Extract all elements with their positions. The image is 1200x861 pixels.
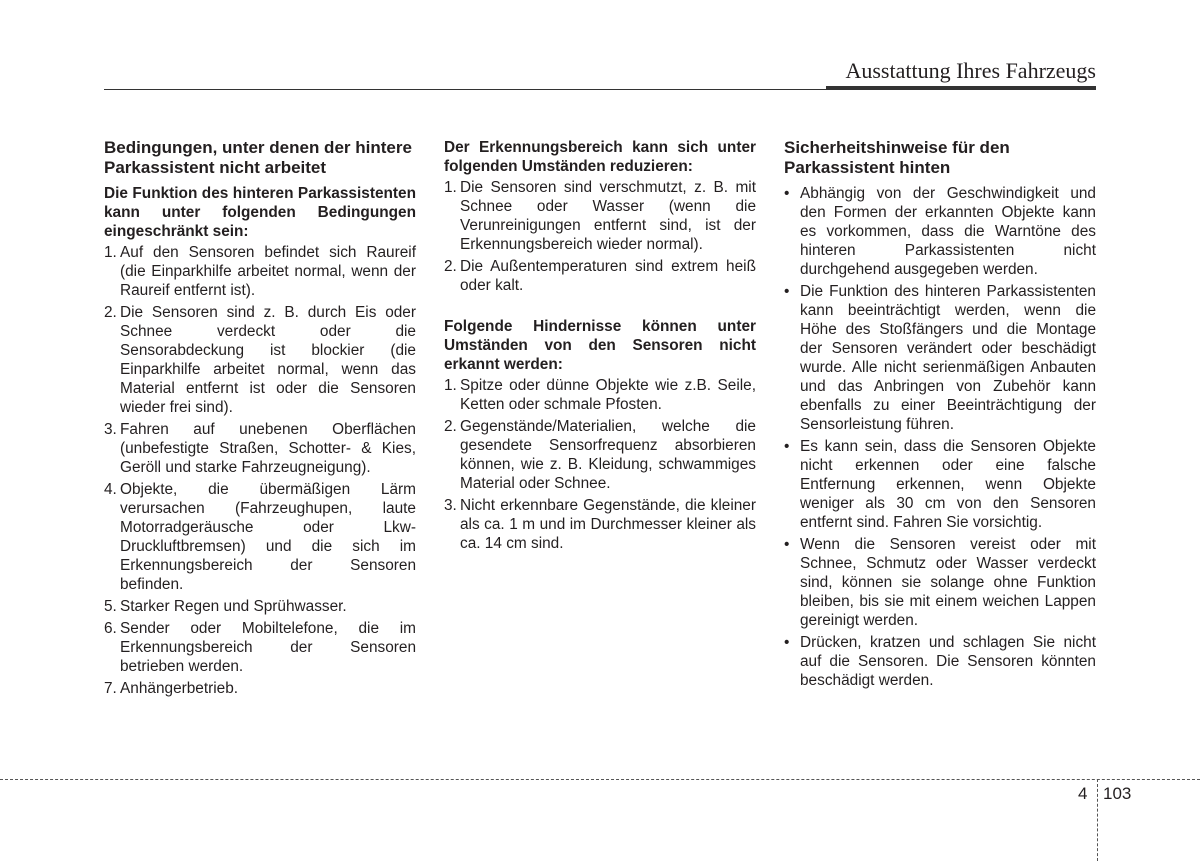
safety-notes-list	[784, 184, 1096, 690]
item-text: Spitze oder dünne Objekte wie z.B. Seile, Ketten oder schmale Pfosten.	[460, 377, 756, 413]
list-item	[444, 417, 756, 493]
item-number: 3.	[104, 421, 117, 438]
item-number: 7.	[104, 680, 117, 697]
chapter-number: 4	[1078, 784, 1088, 803]
item-text: Auf den Sensoren befindet sich Raureif (die Einparkhilfe arbeitet normal, wenn der Raureif entfernt ist).	[120, 244, 416, 299]
item-text: Die Funktion des hinteren Parkassistenten kann beeinträchtigt werden, wenn die Höhe des Stoßfängers und die Montage der Sensoren verändert oder beschädigt wurde. Alle nicht serienmäßigen Anbauten und das Anbringen von Zubehör kann ebenfalls zu einer Beeinträchtigung der Sensorleistung führen.	[800, 283, 1096, 433]
list-item	[104, 420, 416, 477]
item-number: 4.	[104, 481, 117, 498]
page-number: 103	[1103, 784, 1132, 803]
item-text: Die Außentemperaturen sind extrem heiß oder kalt.	[460, 258, 756, 294]
section-title: Bedingungen, unter denen der hintere Parkassistent nicht arbeitet	[104, 138, 412, 177]
conditions-list	[104, 243, 416, 698]
section-subtitle: Folgende Hindernisse können unter Umständen von den Sensoren nicht erkannt werden:	[444, 318, 756, 373]
item-number: 1.	[104, 244, 117, 261]
reduced-range-list	[444, 178, 756, 295]
section-subtitle: Der Erkennungsbereich kann sich unter folgenden Umständen reduzieren:	[444, 139, 756, 175]
column-right	[784, 138, 1096, 693]
item-number: 2.	[444, 418, 457, 435]
header-rule-accent	[826, 86, 1096, 90]
item-number: 5.	[104, 598, 117, 615]
bullet: •	[784, 634, 790, 651]
bullet: •	[784, 536, 790, 553]
bullet: •	[784, 438, 790, 455]
item-number: 2.	[104, 304, 117, 321]
list-item	[104, 619, 416, 676]
column-middle	[444, 138, 756, 556]
item-number: 6.	[104, 620, 117, 637]
item-text: Es kann sein, dass die Sensoren Objekte nicht erkennen oder eine falsche Entfernung erkennen, wenn Objekte weniger als 30 cm von den Sensoren entfernt sind. Fahren Sie vorsichtig.	[800, 438, 1096, 531]
bullet: •	[784, 283, 790, 300]
section-title: Sicherheitshinweise für den Parkassistent hinten	[784, 138, 1010, 177]
list-item	[104, 303, 416, 417]
list-item	[104, 480, 416, 594]
list-item	[104, 597, 416, 616]
list-item	[784, 282, 1096, 434]
list-item	[104, 243, 416, 300]
list-item	[444, 257, 756, 295]
list-item	[104, 679, 416, 698]
item-text: Die Sensoren sind verschmutzt, z. B. mit Schnee oder Wasser (wenn die Verunreinigungen entfernt sind, ist der Erkennungsbereich wieder normal).	[460, 179, 756, 253]
list-item	[784, 437, 1096, 532]
footer-divider	[0, 779, 1200, 780]
item-text: Gegenstände/Materialien, welche die gesendete Sensorfrequenz absorbieren können, wie z. B. Kleidung, schwammiges Material oder Schnee.	[460, 418, 756, 492]
column-left	[104, 138, 416, 701]
item-text: Wenn die Sensoren vereist oder mit Schnee, Schmutz oder Wasser verdeckt sind, können sie solange ohne Funktion bleiben, bis sie mit einem weichen Lappen gereinigt werden.	[800, 536, 1096, 629]
item-text: Fahren auf unebenen Oberflächen (unbefestigte Straßen, Schotter- & Kies, Geröll und starke Fahrzeugneigung).	[120, 421, 416, 476]
item-text: Sender oder Mobiltelefone, die im Erkennungsbereich der Sensoren betrieben werden.	[120, 620, 416, 675]
item-number: 1.	[444, 179, 457, 196]
undetected-obstacles-list	[444, 376, 756, 553]
item-number: 3.	[444, 497, 457, 514]
list-item	[784, 633, 1096, 690]
list-item	[784, 535, 1096, 630]
list-item	[444, 376, 756, 414]
item-text: Nicht erkennbare Gegenstände, die kleiner als ca. 1 m und im Durchmesser kleiner als ca. 14 cm sind.	[460, 497, 756, 552]
item-text: Drücken, kratzen und schlagen Sie nicht auf die Sensoren. Die Sensoren könnten beschädigt werden.	[800, 634, 1096, 689]
item-number: 1.	[444, 377, 457, 394]
list-item	[444, 496, 756, 553]
item-text: Objekte, die übermäßigen Lärm verursachen (Fahrzeughupen, laute Motorradgeräusche oder Lkw-Druckluftbremsen) und die sich im Erkennungsbereich der Sensoren befinden.	[120, 481, 416, 593]
section-subtitle: Die Funktion des hinteren Parkassistenten kann unter folgenden Bedingungen eingeschränkt sein:	[104, 185, 416, 240]
item-text: Starker Regen und Sprühwasser.	[120, 598, 347, 615]
item-text: Abhängig von der Geschwindigkeit und den Formen der erkannten Objekte kann es vorkommen, dass die Warntöne des hinteren Parkassistenten nicht durchgehend ausgegeben werden.	[800, 185, 1096, 278]
list-item	[784, 184, 1096, 279]
item-text: Anhängerbetrieb.	[120, 680, 239, 697]
item-number: 2.	[444, 258, 457, 275]
list-item	[444, 178, 756, 254]
page-header-title: Ausstattung Ihres Fahrzeugs	[845, 58, 1096, 83]
item-text: Die Sensoren sind z. B. durch Eis oder Schnee verdeckt oder die Sensorabdeckung ist blockier (die Einparkhilfe arbeitet normal, wenn das Material entfernt ist oder die Sensoren wieder frei sind).	[120, 304, 416, 416]
page-number-divider	[1097, 779, 1098, 861]
bullet: •	[784, 185, 790, 202]
